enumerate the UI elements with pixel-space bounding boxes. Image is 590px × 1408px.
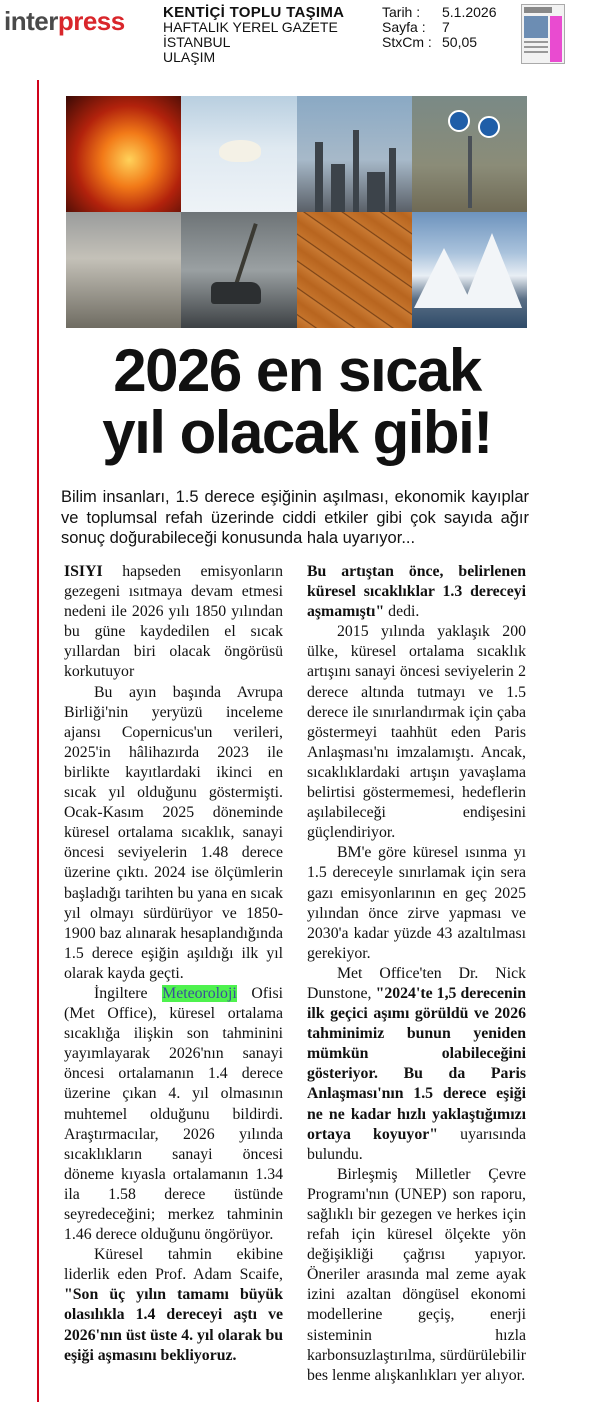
clipping-margin-rule bbox=[37, 80, 39, 1402]
cracked-earth-photo bbox=[297, 212, 412, 328]
article-column-1 bbox=[64, 562, 283, 1366]
publication-type: HAFTALIK YEREL GAZETE bbox=[163, 19, 338, 35]
interpress-logo: interpress bbox=[4, 6, 125, 36]
stxcm-value: 50,05 bbox=[442, 34, 478, 50]
polar-bear-photo bbox=[181, 96, 296, 212]
highlighted-keyword: Meteoroloji bbox=[162, 984, 237, 1002]
paragraph: Küresel tahmin ekibine liderlik eden Prof. Adam Scaife, "Son üç yılın tamamı büyük olasılıkla 1.4 dereceyi aştı ve 2026'nın üst üste 4. yıl olarak bu eşiği aşmasını bekliyoruz. bbox=[64, 1246, 284, 1364]
refinery-photo bbox=[297, 96, 412, 212]
storm-car-photo bbox=[181, 212, 296, 328]
paragraph: Bu artıştan önce, belirlenen küresel sıcaklıklar 1.3 dereceyi aşmamıştı" dedi. bbox=[307, 563, 526, 621]
stxcm-label: StxCm : bbox=[382, 34, 432, 50]
publication-name: KENTİÇİ TOPLU TAŞIMA bbox=[163, 4, 345, 21]
paragraph: İngiltere Meteoroloji Ofisi (Met Office), küresel ortalama sıcaklığa ilişkin son tahminini yayımlayarak 2026'nın sanayi öncesi ortalamanın 1.4 derece üzerine çıkan 4. yıl olmasının muhtemel olduğunu bildirdi. Araştırmacılar, 2026 yılında sıcaklıkların sanayi öncesi döneme kıyasla ortalamanın 1.34 ila 1.58 derece üstünde seyredeceğini; merkez tahminin 1.46 derece olduğunu öngörüyor. bbox=[64, 984, 283, 1244]
paragraph: 2015 yılında yaklaşık 200 ülke, küresel ortalama sıcaklık artışını sanayi öncesi seviyelerin 2 derece altında tutmayı ve 1.5 derece ile sınırlandırmak için çaba göstermeyi taahhüt eden Paris Anlaşması'nı imzalamıştı. Ancak, sıcaklıklardaki artışın yavaşlama belirtisi göstermemesi, hedeflerin aşılabileceği endişesini güçlendiriyor. bbox=[307, 623, 526, 842]
date-label: Tarih : bbox=[382, 4, 421, 20]
glacier-mountain-photo bbox=[412, 212, 527, 328]
paragraph: Bu ayın başında Avrupa Birliği'nin yeryüzü inceleme ajansı Copernicus'un verileri, 2025'in hâlihazırda 2023 ile birlikte kayıtlardaki ikinci en sıcak yıl olduğunu göstermişti. Ocak-Kasım 2025 döneminde küresel ortalama sıcaklık, sanayi öncesi seviyelerin 1.48 derece üzerine çıktı. 2024 ise ölçümlerin başladığı tarihten bu yana en sıcak yıl olmayı sürdürüyor ve 1850-1900 baz alınarak hesaplandığında 1.5 derece eşiğin aşıldığı ilk yıl olarak kayda geçti. bbox=[64, 683, 283, 982]
paragraph: ISIYI hapseden emisyonların gezegeni ısıtmaya devam etmesi nedeni ile 2026 yılı 1850 yılından bu güne kaydedilen el sıcak yıllardan biri olacak öngörüsü korkutuyor bbox=[64, 563, 283, 681]
subheadline: Bilim insanları, 1.5 derece eşiğinin aşılması, ekonomik kayıplar ve toplumsal refah üzerinde ciddi etkiler gibi çok sayıda ağır sonuç doğurabileceği konusunda hala uyarıyor... bbox=[61, 488, 529, 547]
paragraph: Birleşmiş Milletler Çevre Programı'nın (UNEP) son raporu, sağlıklı bir gezegen ve herkes için refah için küresel ölçekte yön değişikliği çağrısı yapıyor. Öneriler arasında mal zeme ayak izini azaltan döngüsel ekonomi modellerine geçiş, enerji sisteminin hızla karbonsuzlaştırılma, sürdürülebilir bes lenme alışkanlıkları yer alıyor. bbox=[307, 1165, 526, 1384]
publication-city: İSTANBUL bbox=[163, 34, 231, 50]
paragraph: Met Office'ten Dr. Nick Dunstone, "2024'te 1,5 derecenin ilk geçici aşımı görüldü ve 2026 tahminimiz bunun yeniden mümkün olabileceğini gösteriyor. Bu da Paris Anlaşması'nın 1.5 derece eşiği ne ne kadar hızlı yaklaştığımızı ortaya koyuyor" uyarısında bulundu. bbox=[307, 964, 527, 1163]
page-label: Sayfa : bbox=[382, 19, 426, 35]
headline-line-1: 2026 en sıcak bbox=[113, 337, 481, 404]
headline bbox=[62, 337, 532, 466]
publication-category: ULAŞIM bbox=[163, 49, 216, 65]
factory-smoke-photo bbox=[66, 212, 181, 328]
page-value: 7 bbox=[442, 19, 450, 35]
climate-photo-collage bbox=[66, 96, 527, 328]
wildfire-photo bbox=[66, 96, 181, 212]
paragraph: BM'e göre küresel ısınma yı 1.5 dereceyle sınırlamak için sera gazı emisyonlarının en geç 2025 yılından önce zirve yapması ve 2030'a kadar yüzde 43 azaltılması gerekiyor. bbox=[307, 844, 526, 962]
flooded-sign-photo bbox=[412, 96, 527, 212]
page-thumbnail[interactable] bbox=[521, 4, 565, 64]
headline-line-2: yıl olacak gibi! bbox=[102, 399, 492, 466]
article-column-2 bbox=[307, 562, 526, 1386]
date-value: 5.1.2026 bbox=[442, 4, 497, 20]
